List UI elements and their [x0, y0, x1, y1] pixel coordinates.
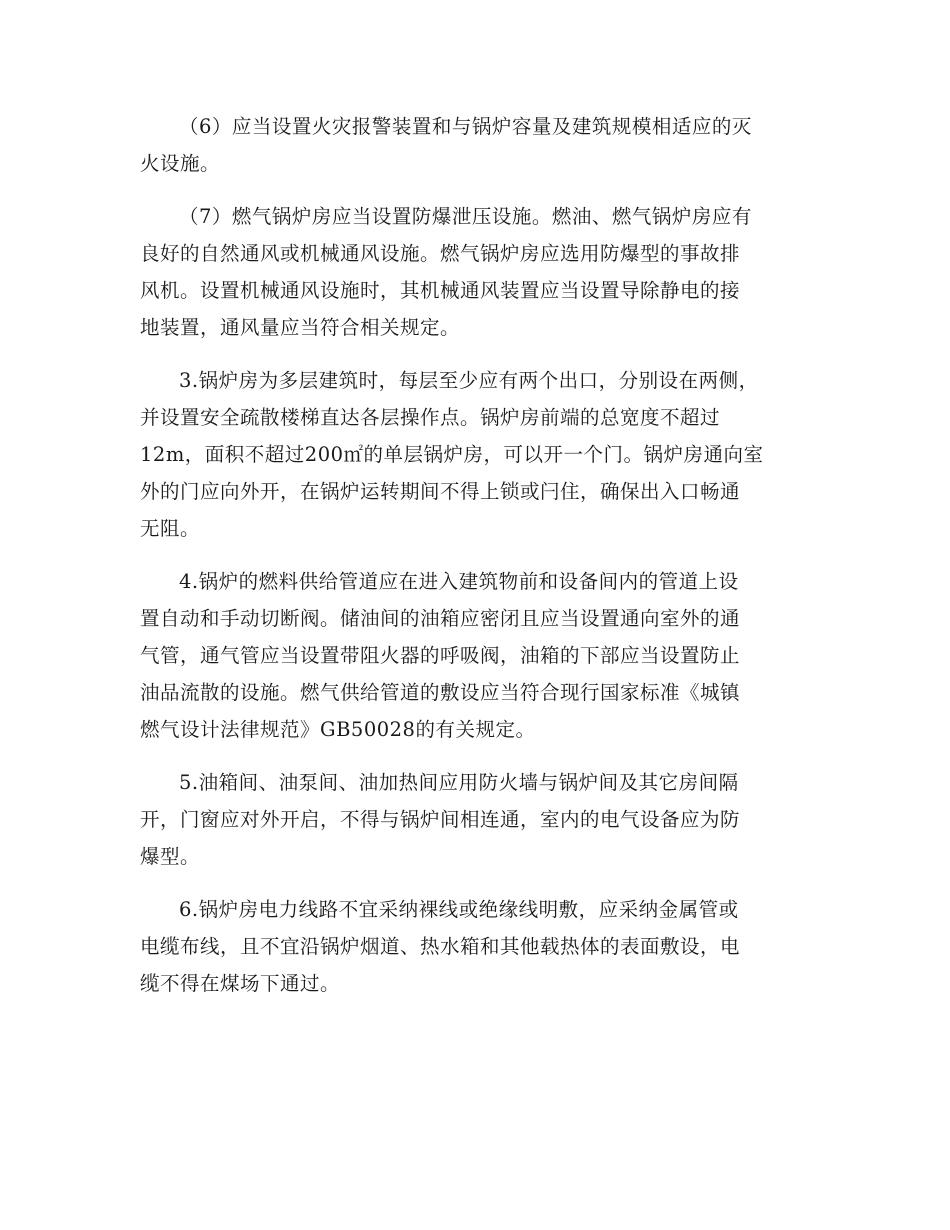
paragraph-exits: 3.锅炉房为多层建筑时，每层至少应有两个出口，分别设在两侧， 并设置安全疏散楼梯直达各层操作点。锅炉房前端的总宽度不超过 12m，面积不超过200㎡的单层锅炉房，可以开一个门。锅炉房通向室 外的门应向外开，在锅炉运转期间不得上锁或闩住，确保出入口畅通 无阻。: [140, 369, 764, 540]
paragraph-fuel-pipes: 4.锅炉的燃料供给管道应在进入建筑物前和设备间内的管道上设 置自动和手动切断阀。储油间的油箱应密闭且应当设置通向室外的通 气管，通气管应当设置带阻火器的呼吸阀，油箱的下部应当设置防止 油品流散的设施。燃气供给管道的敷设应当符合现行国家标准《城镇 燃气设计法律规范》GB50028的有关规定。: [140, 570, 741, 741]
paragraph-gas-explosion-relief: （7）燃气锅炉房应当设置防爆泄压设施。燃油、燃气锅炉房应有 良好的自然通风或机械通风设施。燃气锅炉房应选用防爆型的事故排 风机。设置机械通风设施时，其机械通风装置应当设置导除静电的接 地装置，通风量应当符合相关规定。: [140, 205, 752, 339]
paragraph-fire-alarm: （6）应当设置火灾报警装置和与锅炉容量及建筑规模相适应的灭 火设施。: [140, 115, 752, 175]
paragraph-power-lines: 6.锅炉房电力线路不宜采纳裸线或绝缘线明敷，应采纳金属管或 电缆布线，且不宜沿锅炉烟道、热水箱和其他载热体的表面敷设，电 缆不得在煤场下通过。: [140, 898, 741, 995]
paragraph-oil-rooms: 5.油箱间、油泵间、油加热间应用防火墙与锅炉间及其它房间隔 开，门窗应对外开启，不得与锅炉间相连通，室内的电气设备应为防 爆型。: [140, 771, 741, 868]
document-body: [140, 108, 800, 1018]
